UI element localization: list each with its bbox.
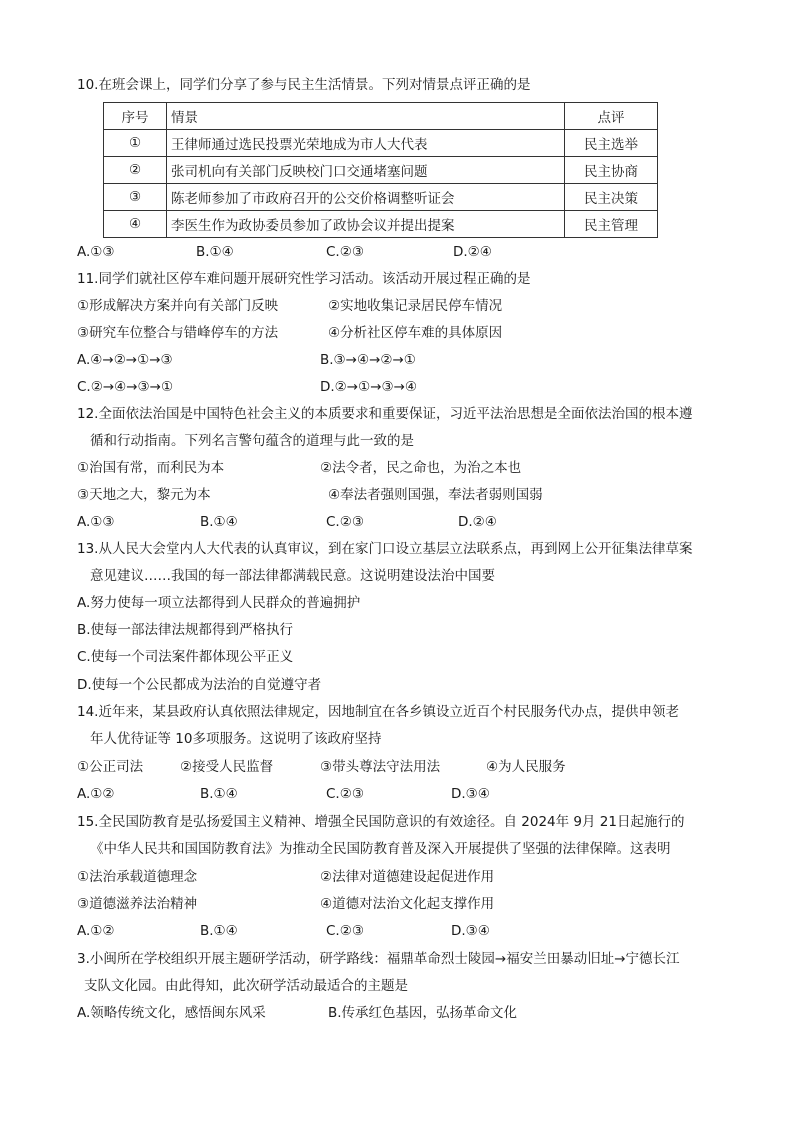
q14-option-d: D.③④: [451, 786, 490, 802]
q15-item-3: ③道德滋养法治精神: [77, 896, 198, 912]
table-row: [104, 184, 658, 211]
q10-option-d: D.②④: [453, 244, 492, 260]
q12-item-2: ②法令者，民之命也，为治之本也: [320, 460, 522, 476]
q15-stem-line2: 《中华人民共和国国防教育法》为推动全民国防教育普及深入开展提供了坚强的法律保障。这表明: [90, 841, 671, 857]
header-no: 序号: [104, 103, 167, 130]
q14-stem-line2: 年人优待证等 10多项服务。这说明了该政府坚持: [90, 731, 382, 747]
q3-option-a: A.领略传统文化，感悟闽东风采: [77, 1005, 266, 1021]
q12-option-c: C.②③: [326, 514, 364, 530]
q10-option-c: C.②③: [326, 244, 364, 260]
q14-item-1: ①公正司法: [77, 759, 144, 775]
q12-option-d: D.②④: [458, 514, 497, 530]
q12-option-b: B.①④: [200, 514, 238, 530]
table-row: [104, 157, 658, 184]
q10-stem: 10.在班会课上，同学们分享了参与民主生活情景。下列对情景点评正确的是: [77, 77, 531, 93]
q3-option-b: B.传承红色基因，弘扬革命文化: [328, 1005, 518, 1021]
q15-item-2: ②法律对道德建设起促进作用: [320, 869, 495, 885]
q11-item-3: ③研究车位整合与错峰停车的方法: [77, 325, 279, 341]
q12-item-3: ③天地之大，黎元为本: [77, 487, 211, 503]
table-header-row: [104, 103, 658, 130]
q11-option-c: C.②→④→③→①: [77, 379, 174, 395]
q14-item-3: ③带头尊法守法用法: [320, 759, 441, 775]
q3-stem-line2: 支队文化园。由此得知，此次研学活动最适合的主题是: [84, 978, 408, 994]
q15-item-1: ①法治承载道德理念: [77, 869, 198, 885]
q14-option-b: B.①④: [200, 786, 238, 802]
q13-stem-line2: 意见建议……我国的每一部法律都满载民意。这说明建设法治中国要: [90, 568, 495, 584]
q14-option-c: C.②③: [326, 786, 364, 802]
row-no: ②: [104, 157, 167, 184]
q11-option-d: D.②→①→③→④: [320, 379, 418, 395]
q12-option-a: A.①③: [77, 514, 115, 530]
row-comment: 民主决策: [565, 184, 658, 211]
q15-option-d: D.③④: [451, 923, 490, 939]
q13-stem-line1: 13.从人民大会堂内人大代表的认真审议，到在家门口设立基层立法联系点，再到网上公开征集法律草案: [77, 541, 693, 557]
q13-option-c: C.使每一个司法案件都体现公平正义: [77, 649, 294, 665]
q11-item-4: ④分析社区停车难的具体原因: [328, 325, 503, 341]
row-scene: 王律师通过选民投票光荣地成为市人大代表: [167, 130, 565, 157]
q12-stem-line1: 12.全面依法治国是中国特色社会主义的本质要求和重要保证，习近平法治思想是全面依法治国的根本遵: [77, 406, 693, 422]
row-comment: 民主选举: [565, 130, 658, 157]
q11-item-2: ②实地收集记录居民停车情况: [328, 298, 503, 314]
table-row: [104, 130, 658, 157]
q10-option-a: A.①③: [77, 244, 115, 260]
q13-option-b: B.使每一部法律法规都得到严格执行: [77, 622, 294, 638]
header-comment: 点评: [565, 103, 658, 130]
q14-item-4: ④为人民服务: [486, 759, 566, 775]
q12-item-1: ①治国有常，而利民为本: [77, 460, 225, 476]
scenario-table: [103, 102, 658, 238]
q10-option-b: B.①④: [196, 244, 234, 260]
q14-option-a: A.①②: [77, 786, 115, 802]
row-no: ①: [104, 130, 167, 157]
q15-option-c: C.②③: [326, 923, 364, 939]
row-scene: 张司机向有关部门反映校门口交通堵塞问题: [167, 157, 565, 184]
q3-stem-line1: 3.小闽所在学校组织开展主题研学活动，研学路线：福鼎革命烈士陵园→福安兰田暴动旧址→宁德长江: [77, 951, 680, 967]
q15-option-a: A.①②: [77, 923, 115, 939]
q12-stem-line2: 循和行动指南。下列名言警句蕴含的道理与此一致的是: [90, 433, 414, 449]
q12-item-4: ④奉法者强则国强，奉法者弱则国弱: [328, 487, 543, 503]
q14-item-2: ②接受人民监督: [180, 759, 274, 775]
q11-stem: 11.同学们就社区停车难问题开展研究性学习活动。该活动开展过程正确的是: [77, 271, 531, 287]
table-row: [104, 211, 658, 238]
q11-option-b: B.③→④→②→①: [320, 352, 416, 368]
q13-option-d: D.使每一个公民都成为法治的自觉遵守者: [77, 677, 322, 693]
q15-item-4: ④道德对法治文化起支撑作用: [320, 896, 495, 912]
row-scene: 陈老师参加了市政府召开的公交价格调整听证会: [167, 184, 565, 211]
row-comment: 民主管理: [565, 211, 658, 238]
header-scene: 情景: [167, 103, 565, 130]
q11-option-a: A.④→②→①→③: [77, 352, 173, 368]
row-no: ④: [104, 211, 167, 238]
q13-option-a: A.努力使每一项立法都得到人民群众的普遍拥护: [77, 595, 361, 611]
row-comment: 民主协商: [565, 157, 658, 184]
row-no: ③: [104, 184, 167, 211]
row-scene: 李医生作为政协委员参加了政协会议并提出提案: [167, 211, 565, 238]
q14-stem-line1: 14.近年来，某县政府认真依照法律规定，因地制宜在各乡镇设立近百个村民服务代办点，提供申领老: [77, 704, 679, 720]
q15-option-b: B.①④: [200, 923, 238, 939]
q15-stem-line1: 15.全民国防教育是弘扬爱国主义精神、增强全民国防意识的有效途径。自 2024年 9月 21日起施行的: [77, 814, 685, 830]
q11-item-1: ①形成解决方案并向有关部门反映: [77, 298, 279, 314]
